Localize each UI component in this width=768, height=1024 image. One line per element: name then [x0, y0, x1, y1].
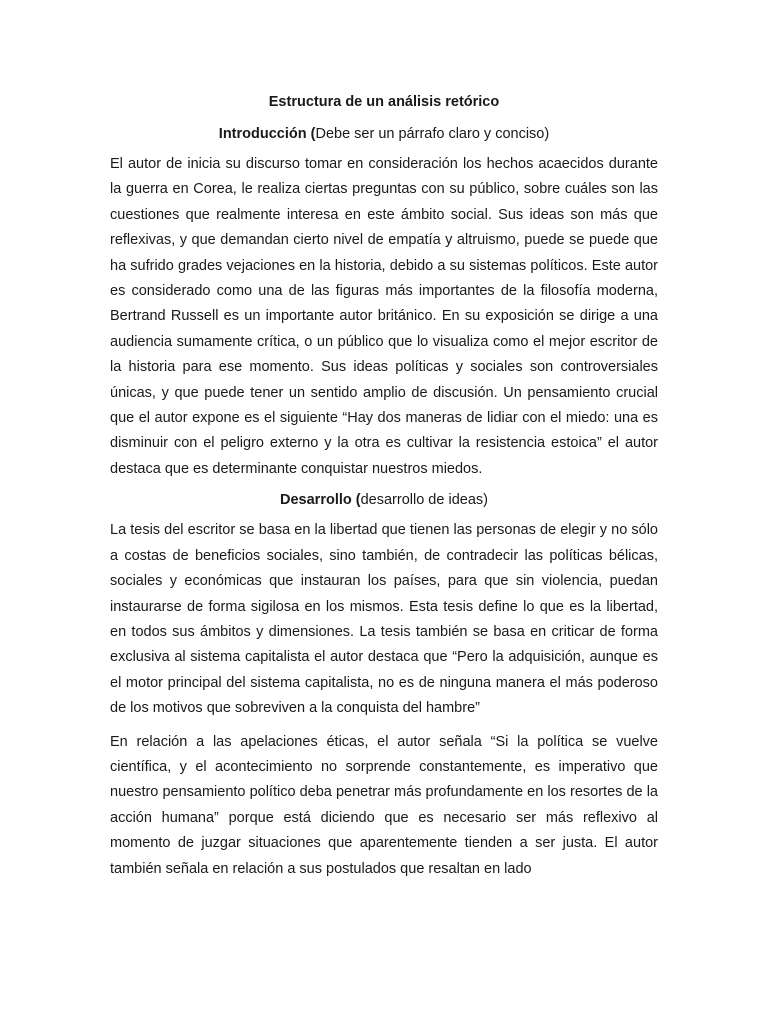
document-title: Estructura de un análisis retórico	[268, 94, 500, 110]
intro-heading	[110, 124, 658, 144]
development-paragraph-1: La tesis del escritor se basa en la libertad que tienen las personas de elegir y no sólo a costas de beneficios sociales, sino también, de contradecir las políticas bélicas, sociales y económicas que instauran los países, para que sin violencia, puedan instaurarse de forma sigilosa en los mismos. Esta tesis define lo que es la libertad, en todos sus ámbitos y dimensiones. La tesis también se basa en criticar de forma exclusiva al sistema capitalista el autor destaca que “Pero la adquisición, aunque es el motor principal del sistema capitalista, no es de ninguna manera el más poderoso de los motivos que sobreviven a la conquista del hambre”	[110, 522, 658, 717]
development-heading	[110, 490, 658, 510]
intro-heading-bold: Introducción (	[218, 126, 316, 142]
development-heading-note: desarrollo de ideas)	[360, 492, 488, 509]
development-heading-bold: Desarrollo (	[280, 492, 361, 509]
development-paragraph-2: En relación a las apelaciones éticas, el autor señala “Si la política se vuelve científica, y el acontecimiento no sorprende constantemente, es imperativo que nuestro pensamiento político deba penetrar más profundamente en los resortes de la acción humana” porque está diciendo que es necesario ser más reflexivo al momento de juzgar situaciones que aparentemente tienden a ser justa. El autor también señala en relación a sus postulados que resaltan en lado	[110, 733, 658, 877]
intro-paragraph: El autor de inicia su discurso tomar en consideración los hechos acaecidos durante la guerra en Corea, le realiza ciertas preguntas con su público, sobre cuáles son las cuestiones que realmente interesa en este ámbito social. Sus ideas son más que reflexivas, y que demandan cierto nivel de empatía y altruismo, puede se puede que ha sufrido grades vejaciones en la historia, debido a su sistemas políticos. Este autor es considerado como una de las figuras más importantes de la filosofía moderna, Bertrand Russell es un importante autor británico. En su exposición se dirige a una audiencia sumamente crítica, o un público que lo visualiza como el mejor escritor de la historia para ese momento. Sus ideas políticas y sociales son controversiales únicas, y que puede tener un sentido amplio de discusión. Un pensamiento crucial que el autor expone es el siguiente “Hay dos maneras de lidiar con el miedo: una es disminuir con el peligro externo y la otra es cultivar la resistencia estoica” el autor destaca que es determinante conquistar nuestros miedos.	[110, 156, 658, 477]
intro-heading-note: Debe ser un párrafo claro y conciso)	[315, 126, 550, 142]
